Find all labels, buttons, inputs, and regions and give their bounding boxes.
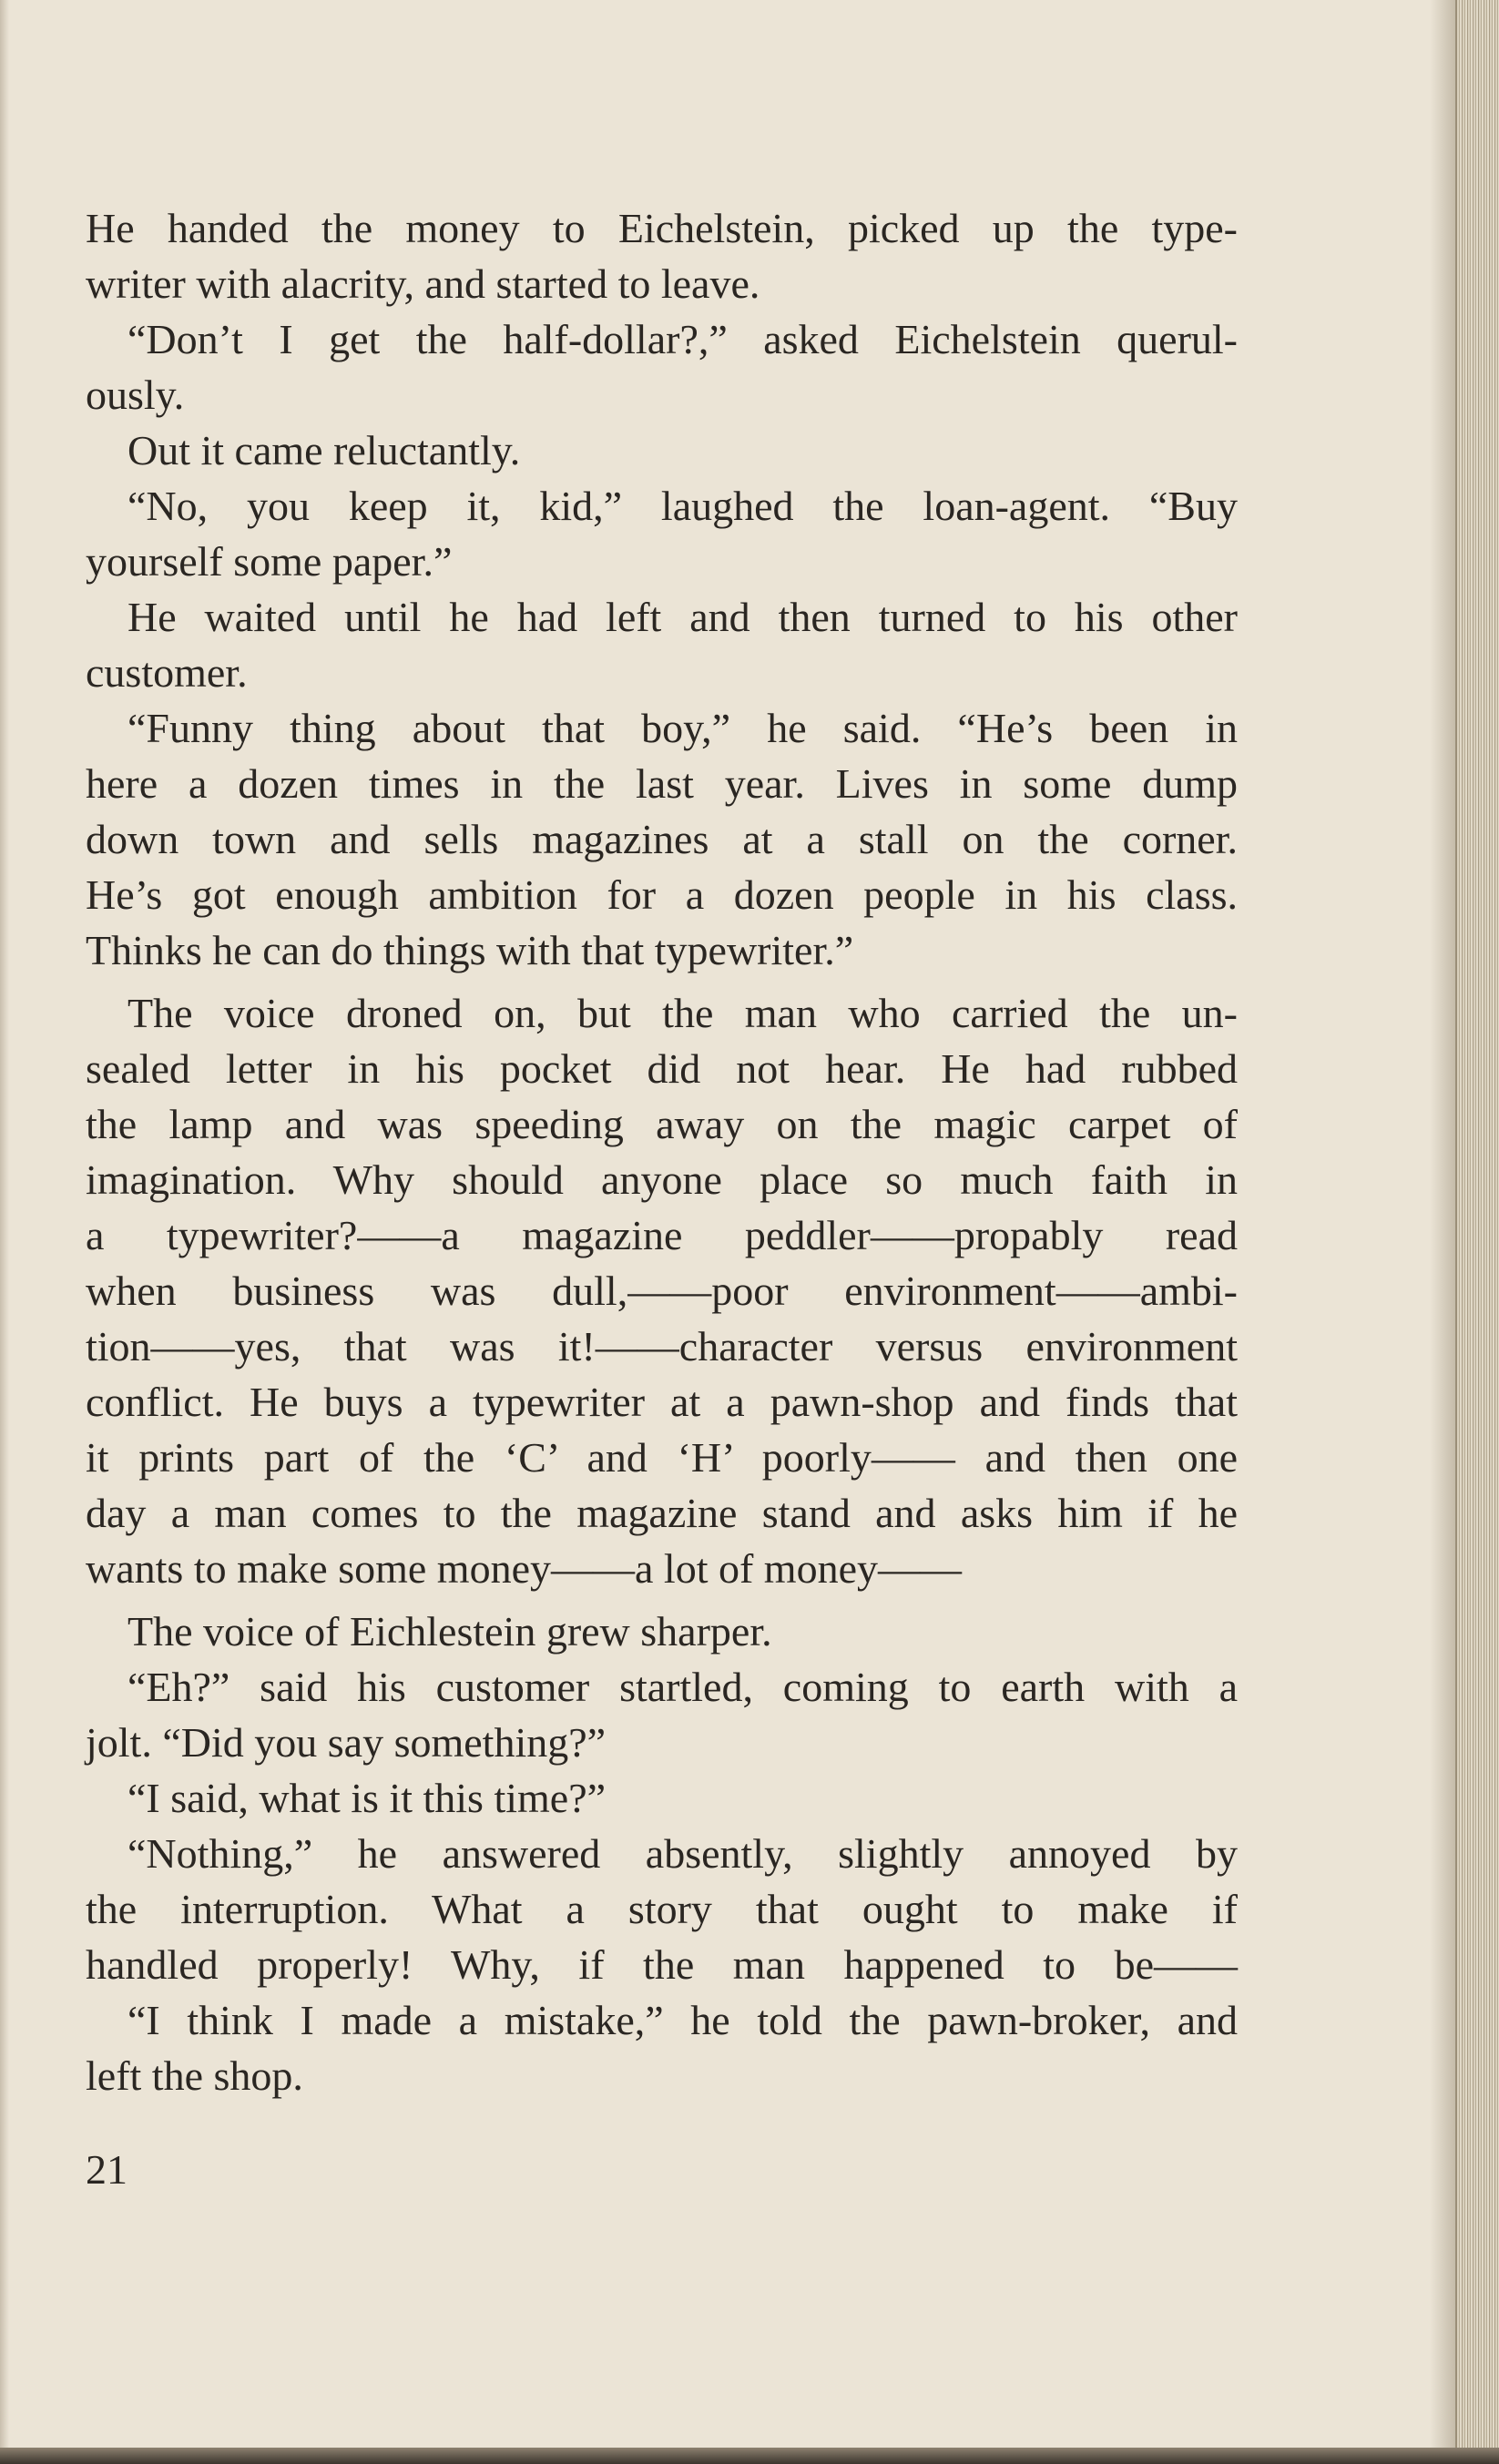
text-line: handled properly! Why, if the man happened to be—— [86,1941,1238,1988]
text-line: ously. [86,372,185,418]
text-line: a typewriter?——a magazine peddler——propably read [86,1212,1238,1258]
text-line: tion——yes, that was it!——character versus environment [86,1323,1238,1369]
binding-shadow [0,0,9,2464]
text-line: The voice droned on, but the man who carried the un- [127,990,1238,1036]
text-line: The voice of Eichlestein grew sharper. [127,1608,772,1655]
text-line: “Don’t I get the half-dollar?,” asked Eichelstein querul- [127,316,1238,362]
text-line: it prints part of the ‘C’ and ‘H’ poorly—— and then one [86,1434,1238,1481]
text-line: “No, you keep it, kid,” laughed the loan-agent. “Buy [127,483,1238,529]
text-line: left the shop. [86,2052,303,2099]
text-line: when business was dull,——poor environment——ambi- [86,1268,1238,1314]
body-text [86,200,1238,2103]
text-line: yourself some paper.” [86,538,453,585]
bottom-edge [0,2448,1499,2464]
text-line: “Funny thing about that boy,” he said. “He’s been in [127,705,1238,751]
text-line: conflict. He buys a typewriter at a pawn-shop and finds that [86,1379,1238,1425]
text-line: jolt. “Did you say something?” [86,1719,607,1766]
text-line: the interruption. What a story that ought to make if [86,1886,1238,1932]
text-line: sealed letter in his pocket did not hear. He had rubbed [86,1045,1238,1092]
text-line: writer with alacrity, and started to leave. [86,260,760,307]
text-line: customer. [86,649,248,696]
text-line: the lamp and was speeding away on the magic carpet of [86,1101,1238,1147]
text-line: “I think I made a mistake,” he told the pawn-broker, and [127,1997,1238,2043]
text-line: “I said, what is it this time?” [127,1775,607,1821]
text-line: wants to make some money——a lot of money—— [86,1545,963,1592]
page-edge-shadow [1430,0,1455,2464]
page-number: 21 [86,2146,127,2193]
text-line: here a dozen times in the last year. Lives in some dump [86,760,1238,807]
text-line: Thinks he can do things with that typewriter.” [86,927,854,973]
text-line: imagination. Why should anyone place so much faith in [86,1156,1238,1203]
book-page-edge [1455,0,1499,2464]
text-line: Out it came reluctantly. [127,427,521,473]
text-line: day a man comes to the magazine stand and asks him if he [86,1490,1238,1536]
text-line: He waited until he had left and then turned to his other [127,594,1238,640]
text-line: down town and sells magazines at a stall on the corner. [86,816,1238,862]
text-line: “Eh?” said his customer startled, coming to earth with a [127,1664,1238,1710]
text-line: He handed the money to Eichelstein, picked up the type- [86,205,1238,251]
text-line: He’s got enough ambition for a dozen people in his class. [86,871,1238,918]
text-line: “Nothing,” he answered absently, slightly annoyed by [127,1830,1238,1877]
